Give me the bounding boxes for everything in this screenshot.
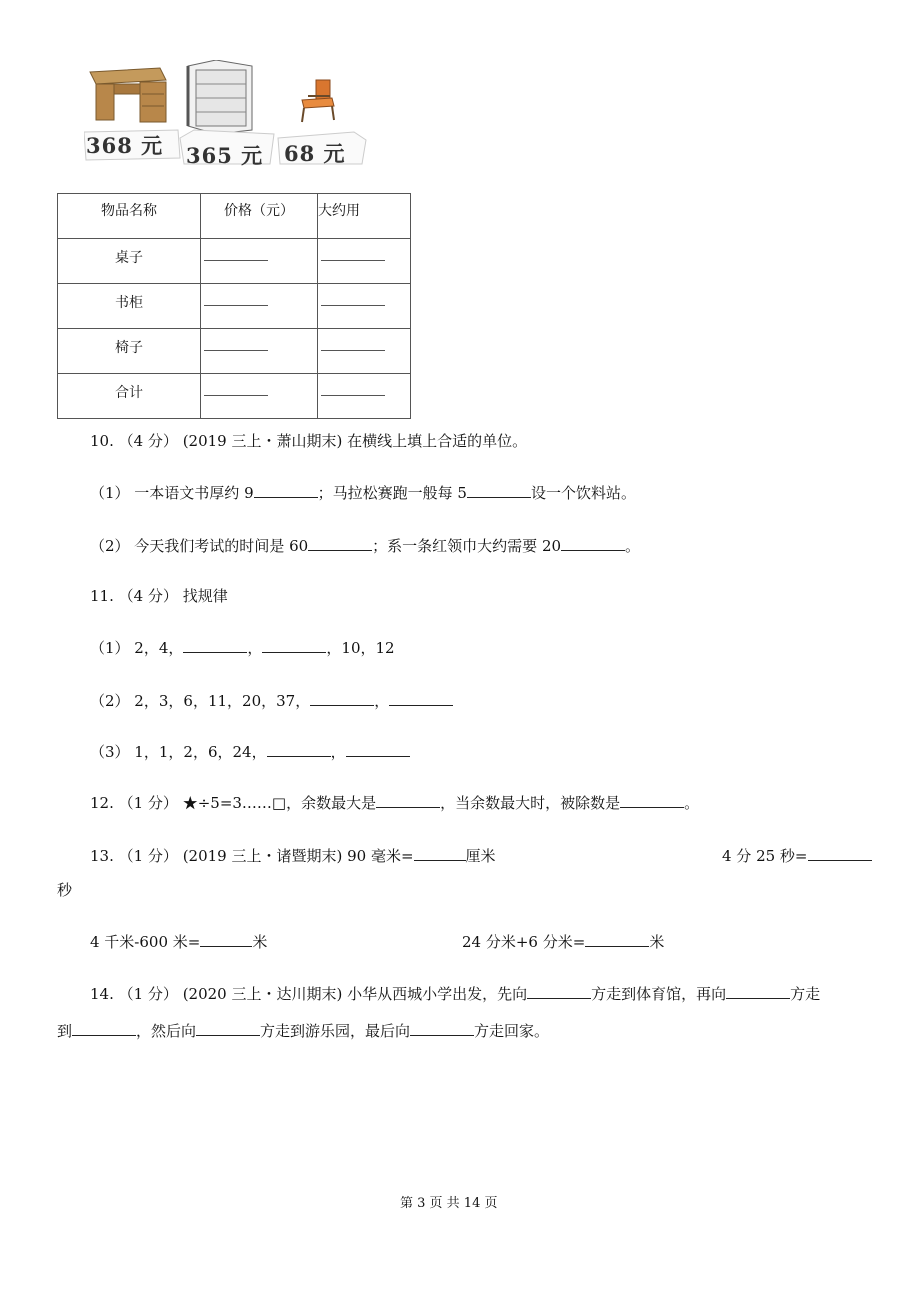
row-label-total: 合计 [115, 385, 143, 401]
row-label-bookcase: 书柜 [115, 295, 143, 311]
answer-blank[interactable] [196, 1021, 260, 1036]
question-12: 12. （1 分） ★÷5=3……□，余数最大是 ，当余数最大时，被除数是 。 [90, 794, 700, 812]
answer-blank[interactable] [321, 350, 385, 351]
table-row [58, 284, 411, 329]
price-table [57, 193, 411, 419]
answer-blank[interactable] [527, 984, 591, 999]
answer-blank[interactable] [410, 1021, 474, 1036]
answer-blank[interactable] [620, 793, 684, 808]
answer-blank[interactable] [72, 1021, 136, 1036]
question-13-line-2a: 4 千米-600 米= 米 [90, 933, 268, 951]
table-row [58, 239, 411, 284]
answer-blank[interactable] [585, 932, 649, 947]
question-10-part-2: （2） 今天我们考试的时间是 60 ；系一条红领巾大约需要 20 。 [90, 537, 641, 555]
question-14-line-2: 到 ，然后向 方走到游乐园，最后向 方走回家。 [57, 1022, 550, 1040]
question-10-title: 10. （4 分） (2019 三上・萧山期末) 在横线上填上合适的单位。 [90, 432, 528, 450]
answer-blank[interactable] [321, 260, 385, 261]
question-11-part-3: （3） 1，1，2，6，24， ， [90, 741, 410, 762]
question-13-line-1: 13. （1 分） (2019 三上・诸暨期末) 90 毫米= 厘米 [90, 847, 496, 865]
table-row [58, 374, 411, 419]
answer-blank[interactable] [346, 742, 410, 757]
question-13-seconds: 4 分 25 秒= [722, 845, 872, 866]
desk-price-tag: 368 元 [86, 133, 164, 158]
answer-blank[interactable] [389, 691, 453, 706]
answer-blank[interactable] [204, 260, 268, 261]
question-13-seconds-unit: 秒 [57, 881, 73, 899]
answer-blank[interactable] [308, 536, 372, 551]
answer-blank[interactable] [376, 793, 440, 808]
question-11-part-2: （2） 2，3，6，11，20，37， ， [90, 690, 453, 711]
answer-blank[interactable] [267, 742, 331, 757]
header-price: 价格（元） [201, 194, 318, 239]
answer-blank[interactable] [204, 350, 268, 351]
answer-blank[interactable] [200, 932, 252, 947]
answer-blank[interactable] [310, 691, 374, 706]
table-row [58, 329, 411, 374]
row-label-chair: 椅子 [115, 340, 143, 356]
answer-blank[interactable] [321, 305, 385, 306]
table-header-row [58, 194, 411, 239]
page-footer: 第 3 页 共 14 页 [400, 1196, 498, 1211]
question-14-line-1: 14. （1 分） (2020 三上・达川期末) 小华从西城小学出发，先向 方走到体育馆，再向 方走 [90, 985, 821, 1003]
answer-blank[interactable] [204, 395, 268, 396]
answer-blank[interactable] [414, 846, 466, 861]
answer-blank[interactable] [183, 638, 247, 653]
header-approx: 大约用 [318, 194, 411, 239]
question-11-part-1: （1） 2，4， ， ，10，12 [90, 639, 395, 657]
answer-blank[interactable] [467, 483, 531, 498]
question-13-line-2b: 24 分米+6 分米= 米 [462, 933, 665, 951]
question-11-title: 11. （4 分） 找规律 [90, 587, 228, 605]
bookcase-price-tag: 365 元 [186, 143, 264, 168]
answer-blank[interactable] [204, 305, 268, 306]
question-10-part-1: （1） 一本语文书厚约 9 ；马拉松赛跑一般每 5 设一个饮料站。 [90, 484, 636, 502]
answer-blank[interactable] [262, 638, 326, 653]
furniture-price-picture [84, 60, 368, 172]
bookcase-illustration [188, 60, 252, 134]
row-label-desk: 桌子 [115, 250, 143, 266]
desk-illustration [90, 68, 166, 122]
chair-price-tag: 68 元 [284, 141, 346, 166]
header-item-name: 物品名称 [58, 194, 201, 239]
answer-blank[interactable] [808, 846, 872, 861]
chair-illustration [302, 80, 334, 122]
answer-blank[interactable] [561, 536, 625, 551]
answer-blank[interactable] [254, 483, 318, 498]
answer-blank[interactable] [321, 395, 385, 396]
answer-blank[interactable] [726, 984, 790, 999]
